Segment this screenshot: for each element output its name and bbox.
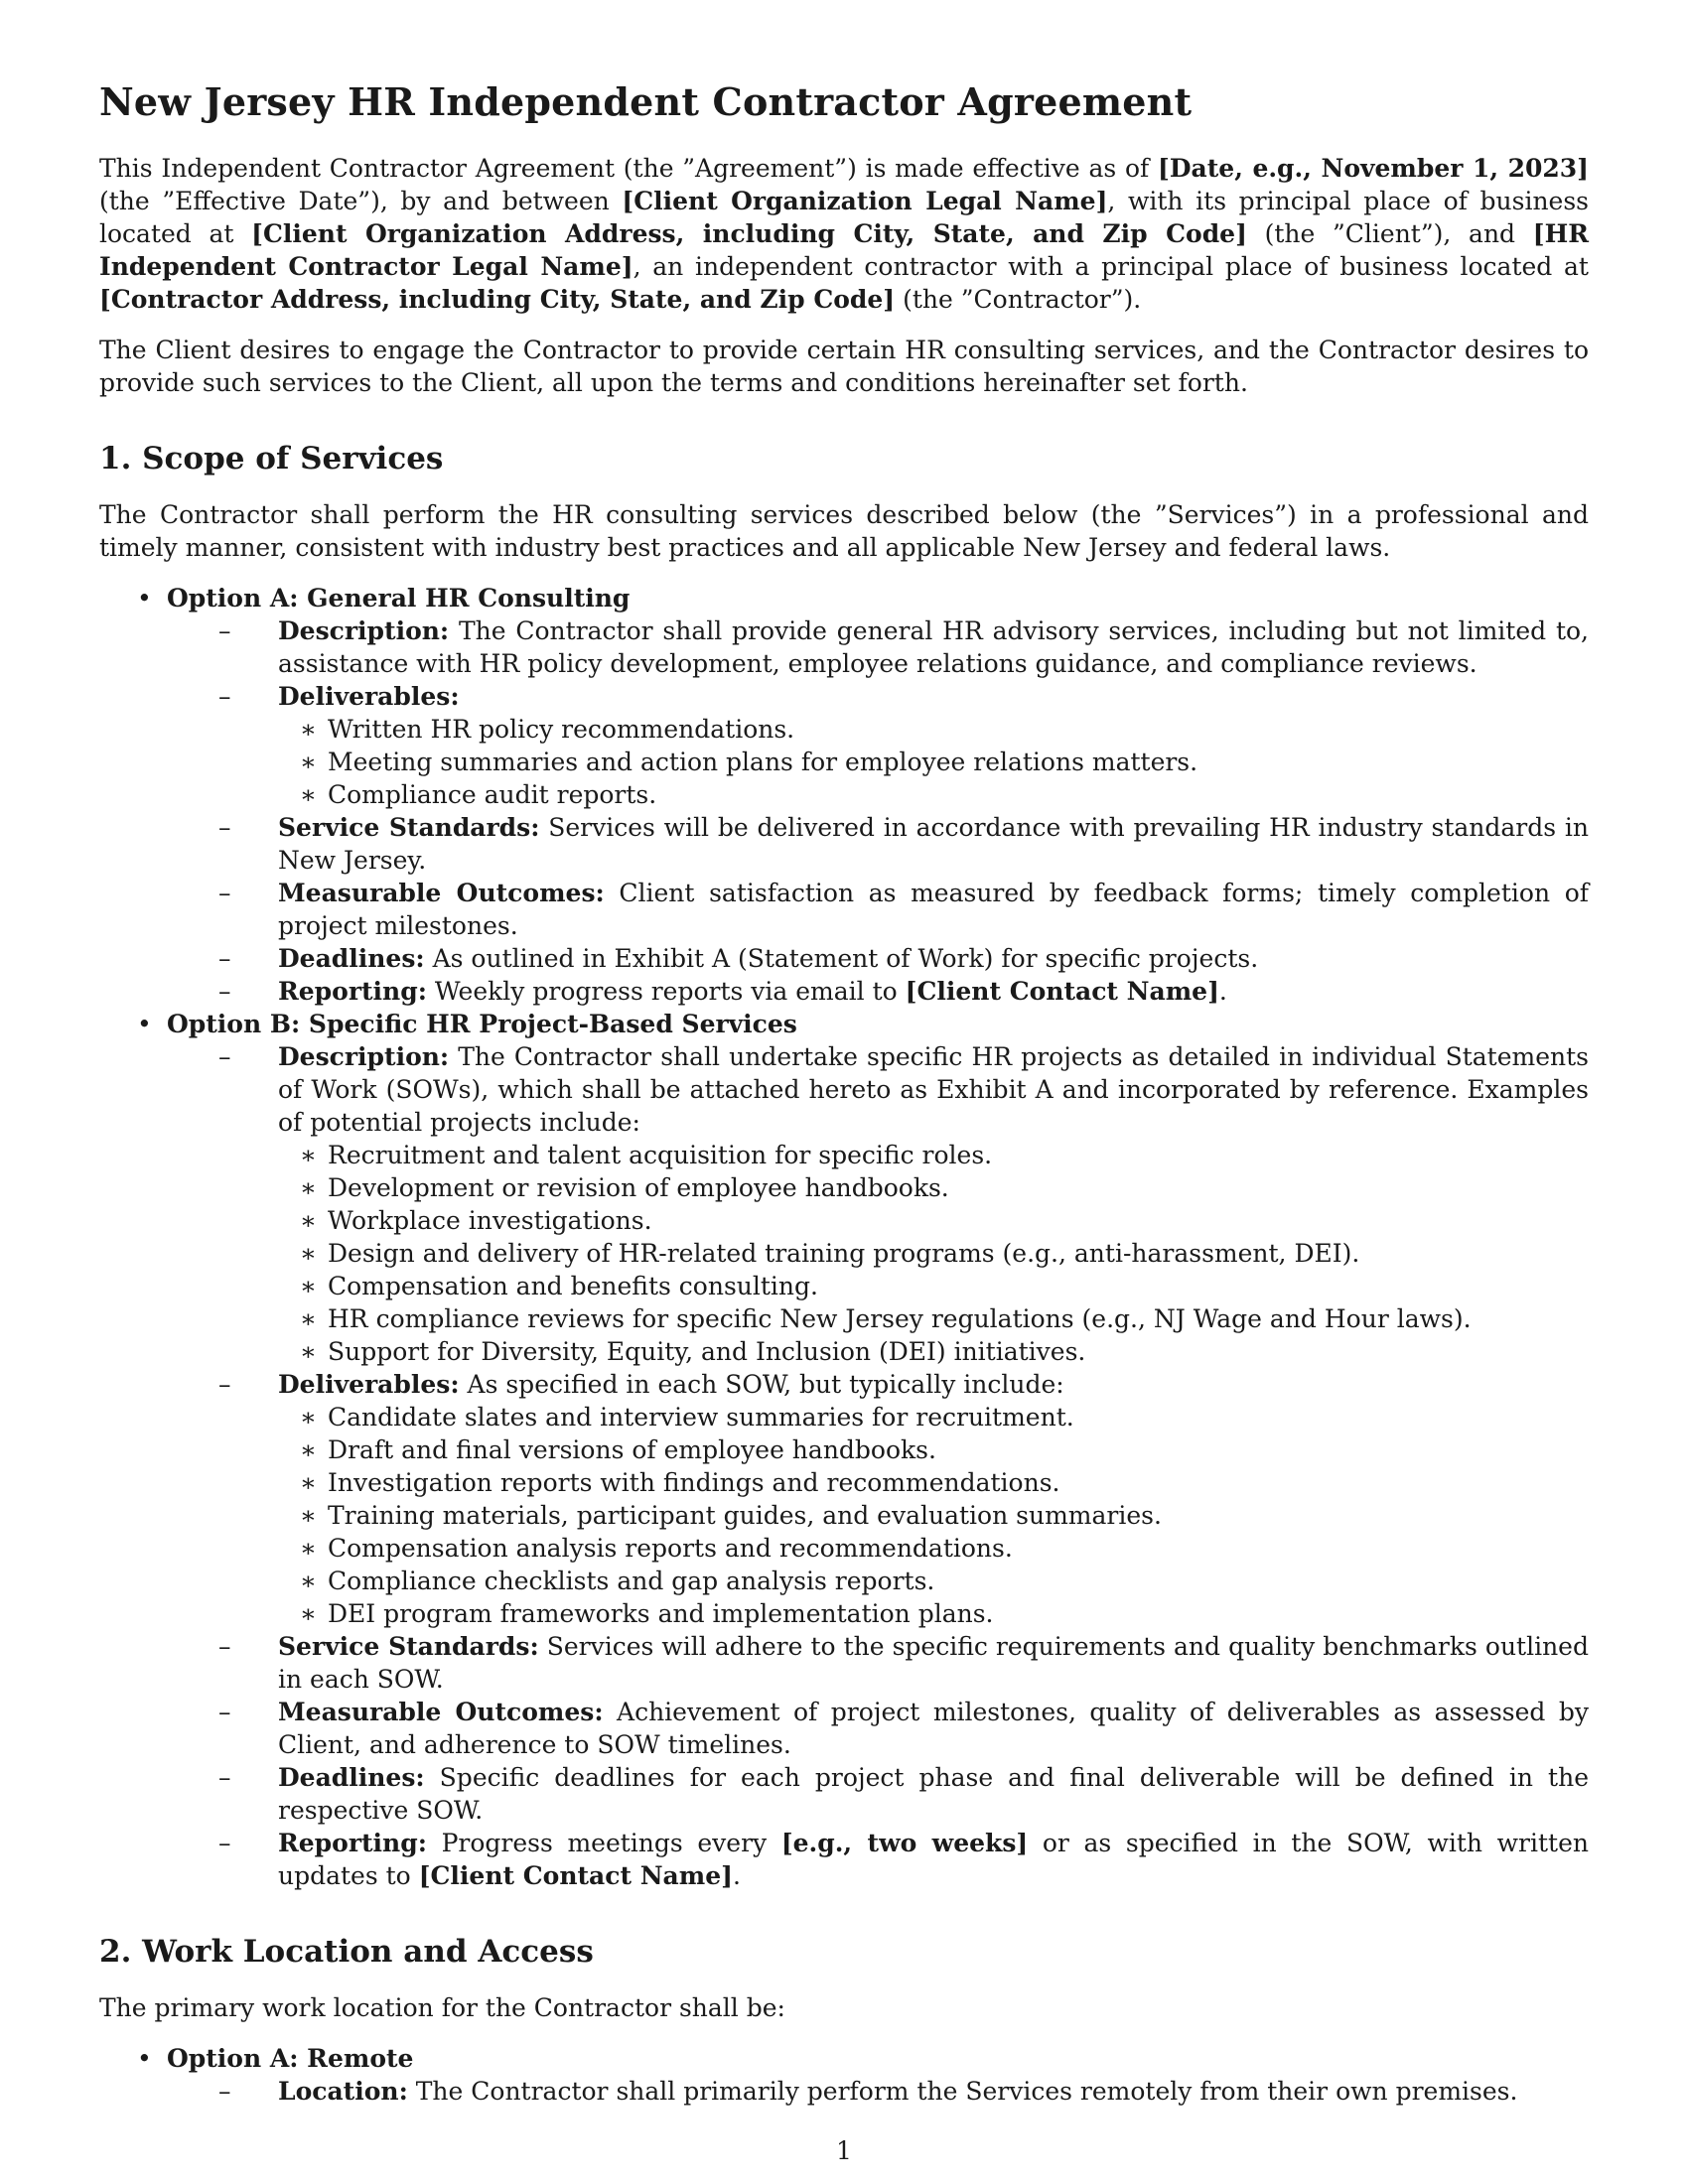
detail-label: Reporting: xyxy=(278,977,427,1006)
list-item: ∗ Draft and final versions of employee handbooks. xyxy=(278,1433,1589,1466)
detail-label: Service Standards: xyxy=(278,1632,539,1661)
intro-text: (the ”Contractor”). xyxy=(895,285,1142,314)
list-item: ∗ Investigation reports with findings and recommendations. xyxy=(278,1466,1589,1499)
list-item: ∗ HR compliance reviews for specific New Jersey regulations (e.g., NJ Wage and Hour laws). xyxy=(278,1302,1589,1335)
frequency-placeholder: [e.g., two weeks] xyxy=(780,1829,1029,1857)
detail-item xyxy=(218,975,1589,1008)
page-number: 1 xyxy=(836,2136,852,2165)
intro-text: , an independent contractor with a principal place of business located at xyxy=(633,252,1589,281)
section-2-heading: 2. Work Location and Access xyxy=(99,1934,594,1970)
option-b-item xyxy=(99,1008,1589,1892)
contractor-name-placeholder: [HR Independent Contractor Legal Name] xyxy=(99,219,1589,281)
option-a-item xyxy=(99,582,1589,1008)
detail-text: Services will adhere to the specific requirements and quality benchmarks outlined in each SOW. xyxy=(278,1632,1589,1694)
option-a-label: Option A: Remote xyxy=(167,2044,414,2073)
detail-text: As outlined in Exhibit A (Statement of Work) for specific projects. xyxy=(424,944,1259,973)
detail-text: As specified in each SOW, but typically include: xyxy=(459,1370,1064,1399)
option-a-label: Option A: General HR Consulting xyxy=(167,584,631,613)
deliverables-list xyxy=(278,1401,1589,1630)
detail-label: Reporting: xyxy=(278,1829,427,1857)
list-item: ∗ Candidate slates and interview summaries for recruitment. xyxy=(278,1401,1589,1433)
detail-text: . xyxy=(732,1861,741,1890)
contact-placeholder: [Client Contact Name] xyxy=(905,977,1219,1006)
detail-text: The Contractor shall provide general HR advisory services, including but not limited to, assistance with HR policy development, employee relations guidance, and compliance reviews. xyxy=(278,616,1589,678)
client-name-placeholder: [Client Organization Legal Name] xyxy=(622,187,1108,215)
detail-label: Location: xyxy=(278,2077,408,2106)
contact-placeholder: [Client Contact Name] xyxy=(418,1861,733,1890)
list-item: ∗ Compensation and benefits consulting. xyxy=(278,1270,1589,1302)
list-item: ∗ Compensation analysis reports and recommendations. xyxy=(278,1532,1589,1565)
detail-text: The Contractor shall primarily perform the Services remotely from their own premises. xyxy=(407,2077,1518,2106)
detail-item xyxy=(218,1696,1589,1761)
list-item: ∗ Recruitment and talent acquisition for specific roles. xyxy=(278,1139,1589,1171)
detail-item xyxy=(218,1630,1589,1696)
option-a-details xyxy=(159,2075,1589,2108)
scope-options-list xyxy=(99,582,1589,1892)
detail-text: Services will be delivered in accordance with prevailing HR industry standards in New Jersey. xyxy=(278,813,1589,875)
detail-item xyxy=(218,1761,1589,1827)
section-1-intro: The Contractor shall perform the HR consulting services described below (the ”Services”) in a professional and timely manner, consistent with industry best practices and all applicable New Jersey and federal laws. xyxy=(99,500,1589,562)
option-a-item xyxy=(99,2042,1589,2108)
detail-item xyxy=(218,2075,1589,2108)
option-b-label: Option B: Specific HR Project-Based Services xyxy=(167,1010,797,1038)
detail-item xyxy=(218,942,1589,975)
intro-text: , with its principal place of business located at xyxy=(99,187,1590,248)
detail-label: Deadlines: xyxy=(278,1763,425,1792)
detail-label: Description: xyxy=(278,1042,450,1071)
detail-item xyxy=(218,1827,1589,1892)
detail-text: . xyxy=(1218,977,1227,1006)
list-item: ∗ Training materials, participant guides, and evaluation summaries. xyxy=(278,1499,1589,1532)
detail-text: Specific deadlines for each project phase and final deliverable will be defined in the respective SOW. xyxy=(278,1763,1589,1825)
detail-text: or as specified in the SOW, with written updates to xyxy=(278,1829,1589,1890)
intro-text: (the ”Effective Date”), by and between xyxy=(99,187,623,215)
document-title: New Jersey HR Independent Contractor Agreement xyxy=(99,79,1193,124)
detail-text: Achievement of project milestones, quality of deliverables as assessed by Client, and adherence to SOW timelines. xyxy=(278,1698,1589,1759)
detail-label: Measurable Outcomes: xyxy=(278,879,605,907)
list-item: ∗ Support for Diversity, Equity, and Inclusion (DEI) initiatives. xyxy=(278,1335,1589,1368)
intro-paragraph xyxy=(99,152,1589,316)
detail-text: Weekly progress reports via email to xyxy=(426,977,906,1006)
intro-text: This Independent Contractor Agreement (the ”Agreement”) is made effective as of xyxy=(99,154,1159,183)
detail-item xyxy=(218,614,1589,680)
list-item: ∗ DEI program frameworks and implementation plans. xyxy=(278,1597,1589,1630)
intro-text: (the ”Client”), and xyxy=(1246,219,1533,248)
list-item: ∗ Development or revision of employee handbooks. xyxy=(278,1171,1589,1204)
detail-item xyxy=(218,1040,1589,1368)
detail-item xyxy=(218,1368,1589,1630)
list-item: ∗ Written HR policy recommendations. xyxy=(278,713,1589,746)
detail-label: Measurable Outcomes: xyxy=(278,1698,604,1726)
effective-date-placeholder: [Date, e.g., November 1, 2023] xyxy=(1158,154,1589,183)
option-a-details xyxy=(159,614,1589,1008)
contractor-address-placeholder: [Contractor Address, including City, State, and Zip Code] xyxy=(99,285,896,314)
list-item: ∗ Meeting summaries and action plans for employee relations matters. xyxy=(278,746,1589,778)
deliverables-list xyxy=(278,713,1589,811)
document-page xyxy=(99,79,1589,2108)
detail-item xyxy=(218,680,1589,811)
detail-text: The Contractor shall undertake specific HR projects as detailed in individual Statements of Work (SOWs), which shall be attached hereto as Exhibit A and incorporated by reference. Examples of potential projects include: xyxy=(278,1042,1589,1137)
list-item: ∗ Design and delivery of HR-related training programs (e.g., anti-harassment, DEI). xyxy=(278,1237,1589,1270)
detail-label: Deliverables: xyxy=(278,1370,460,1399)
examples-list xyxy=(278,1139,1589,1368)
detail-item xyxy=(218,877,1589,942)
detail-label: Service Standards: xyxy=(278,813,540,842)
option-b-details xyxy=(159,1040,1589,1892)
detail-label: Deadlines: xyxy=(278,944,425,973)
recital-paragraph: The Client desires to engage the Contractor to provide certain HR consulting services, and the Contractor desires to provide such services to the Client, all upon the terms and conditions hereinafter set forth. xyxy=(99,336,1589,397)
section-2-intro: The primary work location for the Contractor shall be: xyxy=(99,1993,785,2022)
detail-text: Progress meetings every xyxy=(426,1829,781,1857)
list-item: ∗ Workplace investigations. xyxy=(278,1204,1589,1237)
detail-text: Client satisfaction as measured by feedback forms; timely completion of project milestones. xyxy=(278,879,1589,940)
detail-label: Deliverables: xyxy=(278,682,460,711)
client-address-placeholder: [Client Organization Address, including City, State, and Zip Code] xyxy=(251,219,1247,248)
section-1-heading: 1. Scope of Services xyxy=(99,441,444,477)
detail-label: Description: xyxy=(278,616,450,645)
location-options-list xyxy=(99,2042,1589,2108)
list-item: ∗ Compliance audit reports. xyxy=(278,778,1589,811)
list-item: ∗ Compliance checklists and gap analysis reports. xyxy=(278,1565,1589,1597)
detail-item xyxy=(218,811,1589,877)
